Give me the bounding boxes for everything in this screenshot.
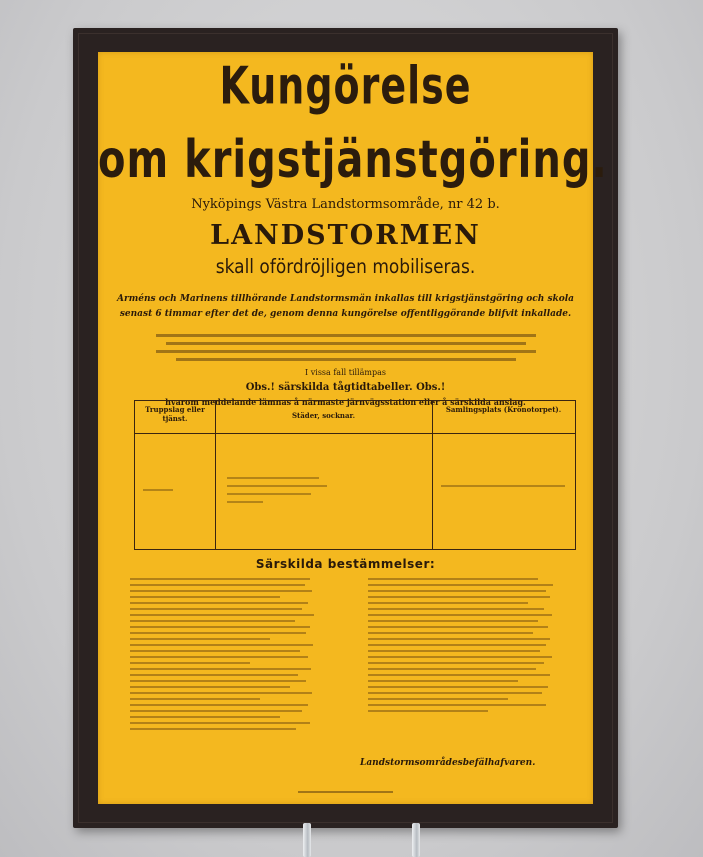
poster-title-line2: om krigstjänstgöring.	[98, 130, 608, 190]
display-stand-leg	[412, 823, 420, 857]
table-cell	[143, 489, 173, 491]
table-column	[135, 401, 216, 549]
mobilization-table	[134, 400, 576, 550]
table-header: Samlingsplats (Kronotorpet).	[445, 405, 562, 414]
provisions-left-column	[130, 578, 320, 734]
table-cell	[227, 493, 311, 495]
subheadline: skall ofördröjligen mobiliseras.	[215, 255, 476, 279]
table-cell	[441, 485, 565, 487]
table-column	[215, 401, 433, 549]
headline: LANDSTORMEN	[210, 220, 481, 251]
signature: Landstormsområdesbefälhafvaren.	[360, 758, 536, 768]
intro-line2: senast 6 timmar efter det de, genom denna kungörelse offentliggörande blifvit inkallade.	[119, 309, 572, 319]
printer-line	[298, 791, 393, 793]
poster	[98, 52, 608, 804]
fine-print-line	[166, 342, 526, 345]
poster-title-line1: Kungörelse	[219, 56, 472, 116]
table-cell	[227, 501, 263, 503]
table-cell	[227, 485, 327, 487]
table-header: Truppslag eller tjänst.	[145, 405, 205, 423]
fine-print-line	[176, 358, 516, 361]
intro-text	[98, 292, 593, 322]
fine-print-line	[156, 334, 536, 337]
table-cell	[227, 477, 319, 479]
mid-line2: Obs.! särskilda tågtidtabeller. Obs.!	[245, 382, 446, 393]
special-provisions-heading: Särskilda bestämmelser:	[255, 557, 436, 571]
fine-print-line	[156, 350, 536, 353]
mid-line1: I vissa fall tillämpas	[305, 368, 386, 377]
mid-line3: hvarom meddelande lämnas å närmaste järnvägsstation eller å särskilda anslag.	[165, 397, 526, 407]
provisions-right-column	[368, 578, 558, 716]
intro-line1: Arméns och Marinens tillhörande Landstormsmän inkallas till krigstjänstgöring och skola	[116, 294, 575, 304]
area-line: Nyköpings Västra Landstormsområde, nr 42 b.	[191, 197, 500, 212]
display-stand-leg	[303, 823, 311, 857]
table-header-rule	[135, 433, 575, 434]
table-header: Städer, socknar.	[291, 411, 356, 420]
